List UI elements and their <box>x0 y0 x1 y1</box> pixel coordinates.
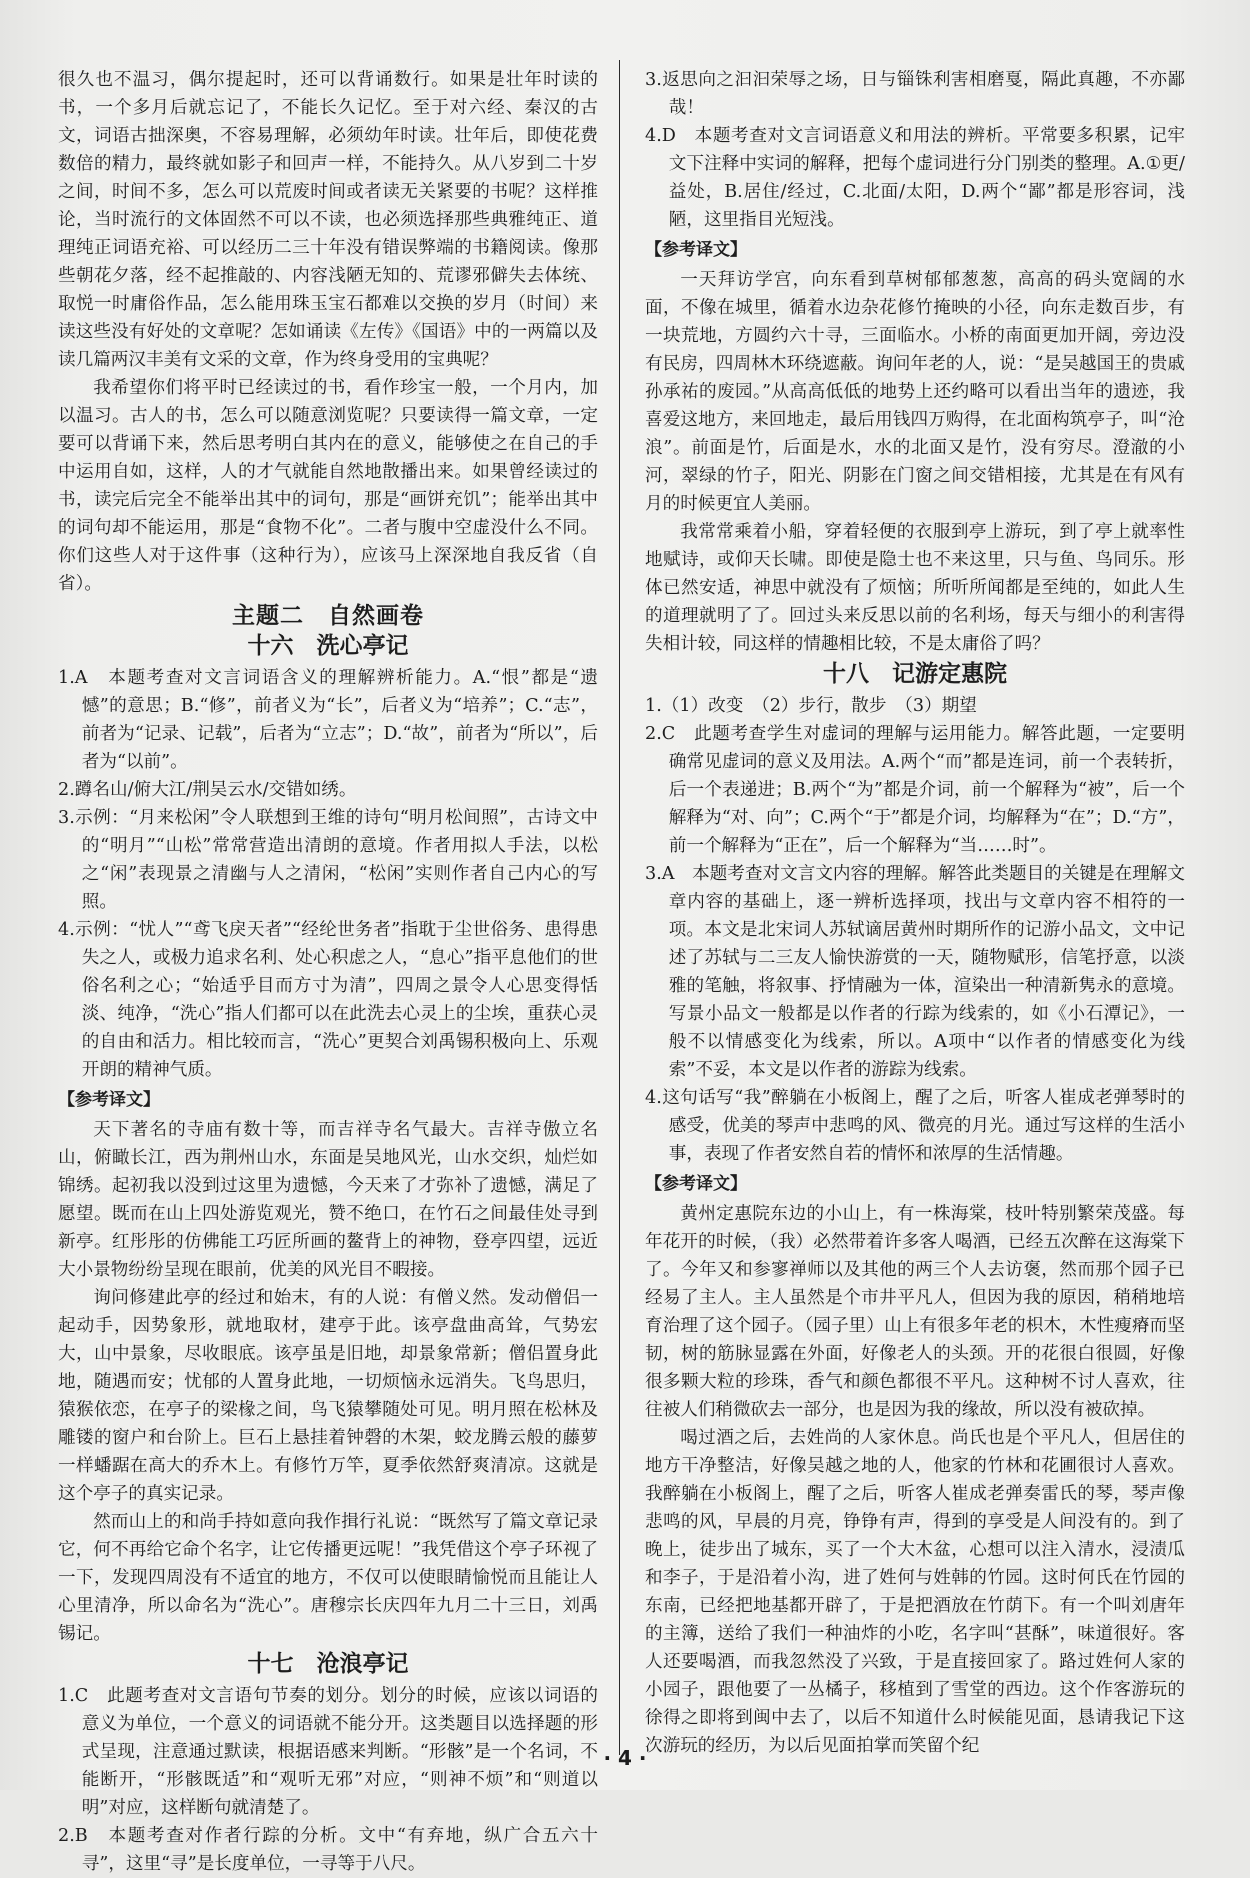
reference-translation-label: 【参考译文】 <box>645 1174 747 1194</box>
page-number: · 4 · <box>603 1746 647 1770</box>
section-title-16: 十六 洗心亭记 <box>247 633 409 659</box>
column-divider <box>619 60 620 1755</box>
translation-paragraph: 天下著名的寺庙有数十等，而吉祥寺名气最大。吉祥寺傲立名山，俯瞰长江，西为荆州山水，东面是吴地风光，山水交织，灿烂如锦绣。起初我以没到过这里为遗憾，今天来了才弥补了遗憾，满足了愿望。既而在山上四处游览观光，赞不绝口，在竹石之间最佳处寻到新亭。红彤彤的仿佛能工巧匠所画的鳌背上的神物，登亭四望，远近大小景物纷纷呈现在眼前，优美的风光目不暇接。 <box>58 1120 598 1280</box>
section-title-17: 十七 沧浪亭记 <box>247 1651 409 1677</box>
answer-item: 2.B 本题考查对作者行踪的分析。文中“有弃地，纵广合五六十寻”，这里“寻”是长度单位，一寻等于八尺。 <box>58 1826 598 1874</box>
translation-paragraph: 黄州定惠院东边的小山上，有一株海棠，枝叶特别繁荣茂盛。每年花开的时候，（我）必然带着许多客人喝酒，已经五次醉在这海棠下了。今年又和参寥禅师以及其他的两三个人去访褒，然而那个园子已经易了主人。主人虽然是个市井平凡人，但因为我的原因，稍稍地培育治理了这个园子。（园子里）山上有很多年老的枳木，木性瘦瘠而坚韧，树的筋脉显露在外面，好像老人的头颈。开的花很白很圆，好像很多颗大粒的珍珠，香气和颜色都很不平凡。这种树不讨人喜欢，往往被人们稍微砍去一部分，也是因为我的缘故，所以没有被砍掉。 <box>645 1204 1185 1420</box>
translation-paragraph: 我常常乘着小船，穿着轻便的衣服到亭上游玩，到了亭上就率性地赋诗，或仰天长啸。即使是隐士也不来这里，只与鱼、鸟同乐。形体已然安适，神思中就没有了烦恼；所听所闻都是至纯的，如此人生的道理就明了了。回过头来反思以前的名利场，每天与细小的利害得失相计较，同这样的情趣相比较，不是太庸俗了吗？ <box>645 522 1185 654</box>
answer-item: 4.D 本题考查对文言词语意义和用法的辨析。平常要多积累，记牢文下注释中实词的解释，把每个虚词进行分门别类的整理。A.①更/益处，B.居住/经过，C.北面/太阳，D.两个“鄙”都是形容词，浅陋，这里指目光短浅。 <box>645 126 1185 230</box>
answer-item: 3.A 本题考查对文言文内容的理解。解答此类题目的关键是在理解文章内容的基础上，逐一辨析选择项，找出与文章内容不相符的一项。本文是北宋词人苏轼谪居黄州时期所作的记游小品文，文中记述了苏轼与二三友人愉快游赏的一天，随物赋形，信笔抒意，以淡雅的笔触，将叙事、抒情融为一体，渲染出一种清新隽永的意境。写景小品文一般都是以作者的行踪为线索的，如《小石潭记》，一般不以情感变化为线索，所以。A项中“以作者的情感变化为线索”不妥，本文是以作者的游踪为线索。 <box>645 864 1185 1080</box>
answer-item: 1.（1）改变 （2）步行，散步 （3）期望 <box>645 696 977 716</box>
left-column <box>58 66 598 1878</box>
reference-translation-label: 【参考译文】 <box>645 240 747 260</box>
answer-item: 4.示例：“忧人”“鸢飞戾天者”“经纶世务者”指耽于尘世俗务、患得患失之人，或极力追求名利、处心积虑之人，“息心”指平息他们的世俗名利之心；“始适乎目而方寸为清”，四周之景令人心思变得恬淡、纯净，“洗心”指人们都可以在此洗去心灵上的尘埃，重获心灵的自由和活力。相比较而言，“洗心”更契合刘禹锡积极向上、乐观开朗的精神气质。 <box>58 920 598 1080</box>
section-title-18: 十八 记游定惠院 <box>823 661 1007 687</box>
translation-paragraph: 一天拜访学宫，向东看到草树郁郁葱葱，高高的码头宽阔的水面，不像在城里，循着水边杂花修竹掩映的小径，向东走数百步，有一块荒地，方圆约六十寻，三面临水。小桥的南面更加开阔，旁边没有民房，四周林木环绕遮蔽。询问年老的人，说：“是吴越国王的贵戚孙承祐的废园。”从高高低低的地势上还约略可以看出当年的遗迹，我喜爱这地方，来回地走，最后用钱四万购得，在北面构筑亭子，叫“沧浪”。前面是竹，后面是水，水的北面又是竹，没有穷尽。澄澈的小河，翠绿的竹子，阳光、阴影在门窗之间交错相接，尤其是在有风有月的时候更宜人美丽。 <box>645 270 1185 514</box>
paragraph: 很久也不温习，偶尔提起时，还可以背诵数行。如果是壮年时读的书，一个多月后就忘记了，不能长久记忆。至于对六经、秦汉的古文，词语古拙深奥，不容易理解，必须幼年时读。壮年后，即使花费数倍的精力，最终就如影子和回声一样，不能持久。从八岁到二十岁之间，时间不多，怎么可以荒废时间或者读无关紧要的书呢？这样推论，当时流行的文体固然不可以不读，也必须选择那些典雅纯正、道理纯正词语充裕、可以经历二三十年没有错误弊端的书籍阅读。像那些朝花夕落，经不起推敲的、内容浅陋无知的、荒谬邪僻失去体统、取悦一时庸俗作品，怎么能用珠玉宝石都难以交换的岁月（时间）来读这些没有好处的文章呢？怎如诵读《左传》《国语》中的一两篇以及读几篇两汉丰美有文采的文章，作为终身受用的宝典呢？ <box>58 70 598 370</box>
answer-item: 3.示例：“月来松闲”令人联想到王维的诗句“明月松间照”，古诗文中的“明月”“山松”常常营造出清朗的意境。作者用拟人手法，以松之“闲”表现景之清幽与人之清闲，“松闲”实则作者自己内心的写照。 <box>58 808 598 912</box>
right-column <box>645 66 1185 1760</box>
answer-item: 2.C 此题考查学生对虚词的理解与运用能力。解答此题，一定要明确常见虚词的意义及用法。A.两个“而”都是连词，前一个表转折，后一个表递进；B.两个“为”都是介词，前一个解释为“被”，后一个解释为“对、向”；C.两个“于”都是介词，均解释为“在”；D.“方”，前一个解释为“正在”，后一个解释为“当……时”。 <box>645 724 1185 856</box>
reference-translation-label: 【参考译文】 <box>58 1090 160 1110</box>
answer-item: 4.这句话写“我”醉躺在小板阁上，醒了之后，听客人崔成老弹琴时的感受，优美的琴声中悲鸣的风、微亮的月光。通过写这样的生活小事，表现了作者安然自若的情怀和浓厚的生活情趣。 <box>645 1088 1185 1164</box>
answer-item: 3.返思向之汩汩荣辱之场，日与锱铢利害相磨戛，隔此真趣，不亦鄙哉！ <box>645 70 1185 118</box>
answer-item: 1.C 此题考查对文言语句节奏的划分。划分的时候，应该以词语的意义为单位，一个意义的词语就不能分开。这类题目以选择题的形式呈现，注意通过默读，根据语感来判断。“形骸”是一个名词，不能断开，“形骸既适”和“观听无邪”对应，“则神不烦”和“则道以明”对应，这样断句就清楚了。 <box>58 1686 598 1818</box>
paragraph: 我希望你们将平时已经读过的书，看作珍宝一般，一个月内，加以温习。古人的书，怎么可以随意浏览呢？只要读得一篇文章，一定要可以背诵下来，然后思考明白其内在的意义，能够使之在自己的手中运用自如，这样，人的才气就能自然地散播出来。如果曾经读过的书，读完后完全不能举出其中的词句，那是“画饼充饥”；能举出其中的词句却不能运用，那是“食物不化”。二者与腹中空虚没什么不同。你们这些人对于这件事（这种行为），应该马上深深地自我反省（自省）。 <box>58 378 598 594</box>
answer-item: 1.A 本题考查对文言词语含义的理解辨析能力。A.“恨”都是“遗憾”的意思；B.“修”，前者义为“长”，后者义为“培养”；C.“志”，前者为“记录、记载”，后者为“立志”；D.“故”，前者为“所以”，后者为“以前”。 <box>58 668 598 772</box>
theme-title: 主题二 自然画卷 <box>232 603 424 629</box>
translation-paragraph: 喝过酒之后，去姓尚的人家休息。尚氏也是个平凡人，但居住的地方干净整洁，好像吴越之地的人，他家的竹林和花圃很讨人喜欢。我醉躺在小板阁上，醒了之后，听客人崔成老弹奏雷氏的琴，琴声像悲鸣的风，早晨的月亮，铮铮有声，得到的享受是人间没有的。到了晚上，徒步出了城东，买了一个大木盆，心想可以注入清水，浸渍瓜和李子，于是沿着小沟，进了姓何与姓韩的竹园。这时何氏在竹园的东南，已经把地基都开辟了，于是把酒放在竹荫下。有一个叫刘唐年的主簿，送给了我们一种油炸的小吃，名字叫“甚酥”，味道很好。客人还要喝酒，而我忽然没了兴致，于是直接回家了。路过姓何人家的小园子，跟他要了一丛橘子，移植到了雪堂的西边。这个作客游玩的徐得之即将到闽中去了，以后不知道什么时候能见面，恳请我记下这次游玩的经历，为以后见面拍掌而笑留个纪 <box>645 1428 1185 1756</box>
translation-paragraph: 然而山上的和尚手持如意向我作揖行礼说：“既然写了篇文章记录它，何不再给它命个名字，让它传播更远呢！”我凭借这个亭子环视了一下，发现四周没有不适宜的地方，不仅可以使眼睛愉悦而且能让人心里清净，所以命名为“洗心”。唐穆宗长庆四年九月二十三日，刘禹锡记。 <box>58 1512 598 1644</box>
answer-item: 2.蹲名山/俯大江/荆吴云水/交错如绣。 <box>58 780 357 800</box>
translation-paragraph: 询问修建此亭的经过和始末，有的人说：有僧义然。发动僧侣一起动手，因势象形，就地取材，建亭于此。该亭盘曲高耸，气势宏大，山中景象，尽收眼底。该亭虽是旧地，却景象常新；僧侣置身此地，随遇而安；忧郁的人置身此地，一切烦恼永远消失。飞鸟思归，猿猴依恋，在亭子的梁椽之间，鸟飞猿攀随处可见。明月照在松林及雕镂的窗户和台阶上。巨石上悬挂着钟磬的木架，蛟龙腾云般的藤萝一样蟠踞在高大的乔木上。有修竹万竿，夏季依然舒爽清凉。这就是这个亭子的真实记录。 <box>58 1288 598 1504</box>
